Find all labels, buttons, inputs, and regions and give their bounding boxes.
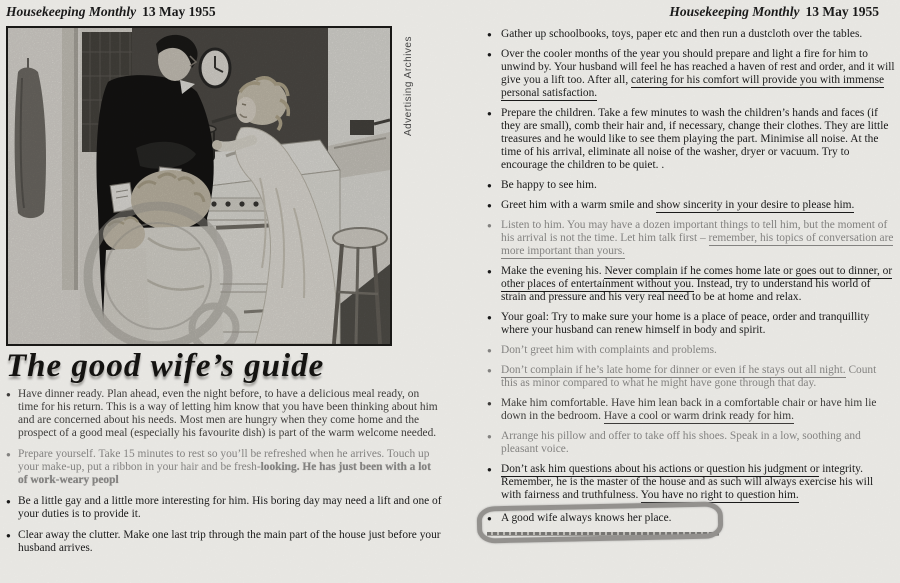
bullet-icon: ●: [487, 109, 492, 118]
kitchen-illustration: [6, 26, 392, 346]
left-column: [6, 0, 442, 563]
guide-item: [487, 179, 895, 192]
bullet-icon: ●: [487, 514, 492, 523]
bullet-icon: ●: [487, 399, 492, 408]
scan-artifact-line: [487, 532, 719, 536]
guide-item-text: A good wife always knows her place.: [501, 512, 672, 524]
guide-item: [487, 512, 895, 525]
guide-item-text: Clear away the clutter. Make one last trip through the main part of the house just before your husband arrives.: [18, 529, 441, 554]
guide-item: [487, 463, 895, 502]
guide-item-text: Make the evening his. Never complain if he comes home late or goes out to dinner, or other places of entertainment without you. Instead, try to understand his world of strain and pressure and his very real need to be at home and relax.: [501, 265, 893, 303]
magazine-name: Housekeeping Monthly: [669, 4, 800, 19]
bullet-icon: ●: [487, 181, 492, 190]
guide-item: [6, 495, 442, 521]
right-guide-list: [487, 28, 895, 525]
page-title: The good wife’s guide: [6, 348, 325, 384]
guide-item-text: Prepare yourself. Take 15 minutes to rest so you’ll be refreshed when he arrives. Touch up your make-up, put a ribbon in your hair and be fresh-looking. He has just been with a lot of work-weary peopl: [18, 448, 431, 486]
bullet-icon: ●: [6, 531, 11, 540]
guide-item: [6, 529, 442, 555]
guide-item-text: Your goal: Try to make sure your home is a place of peace, order and tranquillity where your husband can renew himself in body and spirit.: [501, 311, 870, 336]
bullet-icon: ●: [487, 313, 492, 322]
bullet-icon: ●: [487, 432, 492, 441]
guide-item: [487, 397, 895, 423]
guide-item: [487, 199, 895, 212]
issue-date: 13 May 1955: [142, 4, 216, 19]
guide-item-text: Arrange his pillow and offer to take off his shoes. Speak in a low, soothing and pleasant voice.: [501, 430, 861, 455]
guide-item: [487, 430, 895, 456]
guide-item: [487, 48, 895, 100]
issue-date: 13 May 1955: [805, 4, 879, 19]
guide-item-text: Don’t greet him with complaints and problems.: [501, 344, 717, 356]
bullet-icon: ●: [487, 346, 492, 355]
guide-item-text: Make him comfortable. Have him lean back in a comfortable chair or have him lie down in the bedroom. Have a cool or warm drink ready for him.: [501, 397, 877, 422]
bullet-icon: ●: [487, 30, 492, 39]
header-left: [6, 0, 442, 20]
guide-item: [487, 364, 895, 390]
bullet-icon: ●: [487, 465, 492, 474]
bullet-icon: ●: [6, 497, 11, 506]
guide-item: [487, 344, 895, 357]
magazine-name: Housekeeping Monthly: [6, 4, 137, 19]
guide-item: [487, 28, 895, 41]
guide-item-text: Don’t complain if he’s late home for dinner or even if he stays out all night. Count this as minor compared to what he might have gone through that day.: [501, 364, 877, 389]
guide-item-text: Prepare the children. Take a few minutes to wash the children’s hands and faces (if they are small), comb their hair and, if necessary, change their clothes. They are little treasures and he would like to see them playing the part. Minimise all noise. At the time of his arrival, eliminate all noise of the washer, dryer or vacuum. Try to encourage the children to be quiet. .: [501, 107, 889, 171]
guide-item-text: Be happy to see him.: [501, 179, 597, 191]
guide-item: [487, 107, 895, 172]
bullet-icon: ●: [487, 50, 492, 59]
guide-item: [6, 448, 442, 487]
bullet-icon: ●: [487, 366, 492, 375]
guide-item: [6, 388, 442, 440]
scan-grain: [8, 28, 390, 344]
guide-item-text: Listen to him. You may have a dozen important things to tell him, but the moment of his arrival is not the time. Let him talk first – remember, his topics of conversation are more important than yours.: [501, 219, 894, 257]
guide-item-text: Don’t ask him questions about his actions or question his judgment or integrity. Remember, he is the master of the house and as such will always exercise his will with fairness and truthfulness. You have no right to question him.: [501, 463, 874, 501]
header-right: [487, 0, 895, 20]
guide-item-text: Greet him with a warm smile and show sincerity in your desire to please him.: [501, 199, 855, 211]
left-guide-list: [6, 388, 442, 555]
guide-item-text: Over the cooler months of the year you should prepare and light a fire for him to unwind by. Your husband will feel he has reached a haven of rest and order, and it will give you a lift too. After all, catering for his comfort will provide you with immense personal satisfaction.: [501, 48, 895, 99]
guide-item: [487, 219, 895, 258]
illustration-credit: Advertising Archives: [403, 36, 414, 137]
right-column: [487, 0, 895, 536]
bullet-icon: ●: [487, 201, 492, 210]
guide-item: [487, 265, 895, 304]
guide-item-text: Be a little gay and a little more interesting for him. His boring day may need a lift and one of your duties is to provide it.: [18, 495, 442, 520]
guide-item: [487, 311, 895, 337]
bullet-icon: ●: [487, 221, 492, 230]
guide-item-text: Gather up schoolbooks, toys, paper etc and then run a dustcloth over the tables.: [501, 28, 863, 40]
bullet-icon: ●: [6, 390, 11, 399]
bullet-icon: ●: [6, 450, 11, 459]
guide-item-text: Have dinner ready. Plan ahead, even the night before, to have a delicious meal ready, on time for his return. This is a way of letting him know that you have been thinking about him and are concerned about his needs. Most men are hungry when they come home and the prospect of a good meal (especially his favourite dish) is part of the warm welcome needed.: [18, 388, 438, 439]
bullet-icon: ●: [487, 267, 492, 276]
